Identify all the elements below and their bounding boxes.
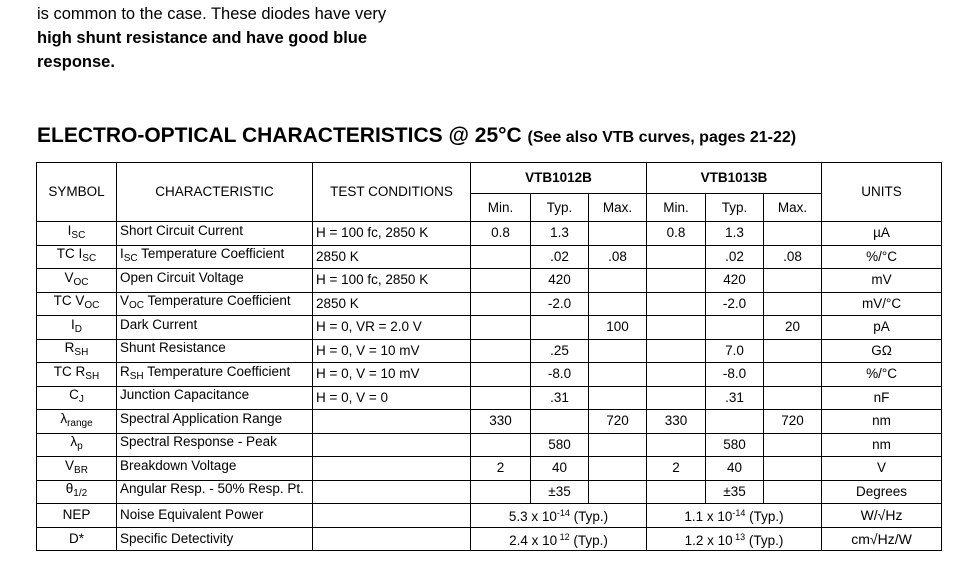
characteristic-cell — [117, 339, 313, 363]
value-cell-b-max — [764, 433, 822, 457]
table-row — [37, 316, 942, 340]
symbol-subscript: range — [67, 417, 93, 429]
characteristic-label: Temperature Coefficient — [143, 363, 291, 379]
value-cell-a-max: 720 — [589, 410, 647, 434]
table-row — [37, 410, 942, 434]
intro-paragraph — [37, 2, 387, 74]
value-cell-a-max — [589, 386, 647, 410]
value-cell-a-max — [589, 433, 647, 457]
condition-cell: H = 0, VR = 2.0 V — [313, 316, 471, 340]
units-cell: µA — [822, 222, 942, 246]
value-cell-a-min — [471, 339, 531, 363]
value-cell-a-typ: -2.0 — [531, 292, 589, 316]
value-cell-a-typ — [531, 316, 589, 340]
characteristic-label: Spectral Response - Peak — [120, 434, 277, 450]
value-cell-b-max — [764, 222, 822, 246]
units-cell: V — [822, 457, 942, 481]
table-row — [37, 222, 942, 246]
symbol-cell — [37, 245, 117, 269]
units-cell: %/°C — [822, 363, 942, 387]
value-cell-a-min — [471, 245, 531, 269]
value-cell-b-min — [647, 269, 706, 293]
value-cell-b-min: 330 — [647, 410, 706, 434]
value-cell-a-max — [589, 292, 647, 316]
value-base: 1.2 x 10 — [684, 532, 733, 548]
value-cell-a-min — [471, 386, 531, 410]
value-cell-a-min: 330 — [471, 410, 531, 434]
value-exponent: 12 — [557, 531, 570, 542]
table-row — [37, 433, 942, 457]
characteristic-prefix: I — [120, 246, 124, 262]
symbol-subscript: SH — [85, 370, 100, 382]
value-cell-a-max — [589, 480, 647, 504]
symbol-main: V — [64, 269, 74, 285]
symbol-subscript: SH — [74, 347, 89, 359]
header-group-vtb1013b: VTB1013B — [647, 163, 822, 194]
value-cell-b-min — [647, 480, 706, 504]
value-cell-vtb1013b — [647, 527, 822, 551]
characteristic-label: Breakdown Voltage — [120, 457, 237, 473]
symbol-cell — [37, 386, 117, 410]
characteristic-cell: Noise Equivalent Power — [117, 504, 313, 528]
symbol-subscript: OC — [73, 276, 89, 288]
units-cell: W/√Hz — [822, 504, 942, 528]
intro-line-1: is common to the case. These diodes have very — [37, 5, 387, 23]
value-cell-b-max: 20 — [764, 316, 822, 340]
characteristic-label: Junction Capacitance — [120, 387, 250, 403]
value-cell-b-min — [647, 433, 706, 457]
characteristic-subscript: OC — [129, 300, 145, 312]
symbol-subscript: D — [74, 323, 82, 335]
units-cell: GΩ — [822, 339, 942, 363]
heading-subtitle: (See also VTB curves, pages 21-22) — [527, 129, 797, 146]
characteristic-cell — [117, 386, 313, 410]
table-row — [37, 386, 942, 410]
value-cell-b-min — [647, 292, 706, 316]
value-cell-b-min — [647, 245, 706, 269]
value-cell-b-typ: -2.0 — [706, 292, 764, 316]
value-cell-b-typ: ±35 — [706, 480, 764, 504]
symbol-cell — [37, 316, 117, 340]
value-cell-b-min — [647, 386, 706, 410]
value-exponent: 13 — [732, 531, 746, 542]
characteristic-cell — [117, 292, 313, 316]
intro-line-2: high shunt resistance and have good blue — [37, 29, 368, 47]
value-cell-a-typ — [531, 410, 589, 434]
characteristics-table — [36, 162, 942, 551]
value-base: 1.1 x 10 — [684, 509, 733, 525]
value-cell-a-min — [471, 433, 531, 457]
symbol-subscript: SC — [71, 229, 86, 241]
value-cell-a-min — [471, 480, 531, 504]
units-cell: cm√Hz/W — [822, 527, 942, 551]
value-cell-b-typ: 580 — [706, 433, 764, 457]
value-cell-b-min: 2 — [647, 457, 706, 481]
symbol-cell — [37, 222, 117, 246]
symbol-main: R — [64, 340, 75, 356]
symbol-prefix: TC — [56, 246, 79, 262]
table-row-nep — [37, 504, 942, 528]
characteristic-label: Short Circuit Current — [120, 222, 244, 238]
symbol-cell — [37, 457, 117, 481]
characteristic-prefix: V — [120, 293, 130, 309]
condition-cell — [313, 480, 471, 504]
symbol-subscript: 1/2 — [73, 488, 88, 500]
value-cell-a-min: 0.8 — [471, 222, 531, 246]
value-cell-b-typ: 1.3 — [706, 222, 764, 246]
value-cell-a-typ: -8.0 — [531, 363, 589, 387]
value-note: (Typ.) — [745, 532, 784, 548]
table-row — [37, 480, 942, 504]
symbol-main: V — [75, 293, 85, 309]
value-cell-a-max: .08 — [589, 245, 647, 269]
symbol-subscript: OC — [84, 300, 100, 312]
units-cell: pA — [822, 316, 942, 340]
characteristic-cell — [117, 457, 313, 481]
symbol-subscript: BR — [74, 464, 88, 476]
header-max: Max. — [764, 194, 822, 222]
value-cell-a-max — [589, 457, 647, 481]
characteristic-label: Dark Current — [120, 316, 198, 332]
symbol-main: λ — [70, 434, 78, 450]
header-group-vtb1012b: VTB1012B — [471, 163, 647, 194]
value-base: 2.4 x 10 — [509, 532, 558, 548]
symbol-cell — [37, 410, 117, 434]
characteristic-label: Spectral Application Range — [120, 410, 283, 426]
value-cell-a-min — [471, 316, 531, 340]
condition-cell — [313, 410, 471, 434]
symbol-main: I — [71, 316, 75, 332]
value-cell-vtb1012b — [471, 527, 647, 551]
header-test-conditions: TEST CONDITIONS — [313, 163, 471, 222]
characteristic-prefix: R — [120, 363, 130, 379]
value-cell-a-typ: .25 — [531, 339, 589, 363]
units-cell: mV/°C — [822, 292, 942, 316]
units-cell: nm — [822, 410, 942, 434]
condition-cell: 2850 K — [313, 292, 471, 316]
condition-cell: H = 0, V = 0 — [313, 386, 471, 410]
symbol-main: R — [75, 363, 86, 379]
condition-cell: H = 0, V = 10 mV — [313, 363, 471, 387]
symbol-cell — [37, 363, 117, 387]
value-cell-b-typ: .02 — [706, 245, 764, 269]
header-characteristic: CHARACTERISTIC — [117, 163, 313, 222]
value-cell-vtb1012b — [471, 504, 647, 528]
units-cell: nm — [822, 433, 942, 457]
symbol-main: λ — [60, 410, 68, 426]
value-exponent: -14 — [732, 508, 746, 519]
condition-cell — [313, 433, 471, 457]
header-min: Min. — [647, 194, 706, 222]
symbol-subscript: J — [78, 394, 84, 406]
value-cell-b-typ — [706, 316, 764, 340]
characteristic-label: Temperature Coefficient — [144, 293, 291, 309]
value-cell-a-max — [589, 222, 647, 246]
symbol-main: V — [65, 457, 75, 473]
units-cell: mV — [822, 269, 942, 293]
value-cell-b-typ: -8.0 — [706, 363, 764, 387]
value-cell-a-typ: 420 — [531, 269, 589, 293]
symbol-cell — [37, 433, 117, 457]
value-cell-a-typ: 40 — [531, 457, 589, 481]
symbol-main: C — [69, 387, 79, 403]
value-cell-b-min — [647, 363, 706, 387]
heading-title: ELECTRO-OPTICAL CHARACTERISTICS @ 25°C — [37, 124, 522, 147]
value-cell-b-typ: .31 — [706, 386, 764, 410]
value-cell-vtb1013b — [647, 504, 822, 528]
symbol-main: I — [67, 222, 72, 238]
value-cell-b-max — [764, 480, 822, 504]
characteristic-cell — [117, 410, 313, 434]
header-typ: Typ. — [706, 194, 764, 222]
value-cell-a-typ: 1.3 — [531, 222, 589, 246]
symbol-subscript: SC — [82, 253, 97, 265]
value-base: 5.3 x 10 — [508, 509, 557, 525]
header-max: Max. — [589, 194, 647, 222]
characteristic-label: Open Circuit Voltage — [120, 269, 244, 285]
characteristic-label: Shunt Resistance — [120, 340, 226, 356]
condition-cell: H = 100 fc, 2850 K — [313, 222, 471, 246]
condition-cell: 2850 K — [313, 245, 471, 269]
value-cell-b-max — [764, 457, 822, 481]
value-cell-a-min — [471, 269, 531, 293]
characteristic-cell — [117, 363, 313, 387]
units-cell: %/°C — [822, 245, 942, 269]
value-cell-a-max — [589, 363, 647, 387]
value-cell-a-typ: .02 — [531, 245, 589, 269]
section-heading — [37, 124, 796, 148]
value-cell-b-typ: 40 — [706, 457, 764, 481]
value-cell-b-max — [764, 292, 822, 316]
value-cell-a-typ: .31 — [531, 386, 589, 410]
value-note: (Typ.) — [569, 509, 609, 525]
characteristic-cell — [117, 222, 313, 246]
characteristic-cell — [117, 245, 313, 269]
value-cell-a-min — [471, 292, 531, 316]
header-symbol: SYMBOL — [37, 163, 117, 222]
value-cell-a-max — [589, 339, 647, 363]
value-cell-a-typ: 580 — [531, 433, 589, 457]
value-note: (Typ.) — [745, 509, 784, 525]
characteristic-subscript: SH — [129, 370, 144, 382]
symbol-cell — [37, 339, 117, 363]
symbol-cell — [37, 292, 117, 316]
characteristic-subscript: SC — [123, 253, 138, 265]
value-cell-b-typ — [706, 410, 764, 434]
condition-cell: H = 0, V = 10 mV — [313, 339, 471, 363]
intro-line-3: response. — [37, 53, 115, 71]
characteristic-cell — [117, 433, 313, 457]
value-cell-b-max — [764, 386, 822, 410]
table-row — [37, 269, 942, 293]
condition-cell — [313, 457, 471, 481]
characteristic-label: Temperature Coefficient — [137, 246, 285, 262]
value-cell-a-min — [471, 363, 531, 387]
value-cell-b-max: .08 — [764, 245, 822, 269]
value-cell-b-min — [647, 316, 706, 340]
value-cell-b-typ: 7.0 — [706, 339, 764, 363]
units-cell: nF — [822, 386, 942, 410]
characteristic-cell — [117, 269, 313, 293]
condition-cell — [313, 504, 471, 528]
condition-cell — [313, 527, 471, 551]
value-cell-b-min: 0.8 — [647, 222, 706, 246]
value-cell-a-max: 100 — [589, 316, 647, 340]
table-row — [37, 339, 942, 363]
characteristic-cell: Specific Detectivity — [117, 527, 313, 551]
symbol-subscript: p — [77, 441, 83, 453]
symbol-cell — [37, 269, 117, 293]
symbol-cell — [37, 480, 117, 504]
table-row — [37, 363, 942, 387]
characteristic-label: Angular Resp. - 50% Resp. Pt. — [120, 481, 304, 497]
value-cell-a-min: 2 — [471, 457, 531, 481]
table-row — [37, 457, 942, 481]
table-row-dstar — [37, 527, 942, 551]
value-cell-b-max: 720 — [764, 410, 822, 434]
header-min: Min. — [471, 194, 531, 222]
symbol-prefix: TC — [53, 293, 76, 309]
symbol-main: I — [78, 246, 83, 262]
value-cell-b-typ: 420 — [706, 269, 764, 293]
value-cell-b-max — [764, 363, 822, 387]
symbol-cell: NEP — [37, 504, 117, 528]
characteristic-cell — [117, 480, 313, 504]
symbol-main: θ — [65, 481, 74, 497]
value-cell-b-max — [764, 339, 822, 363]
units-cell: Degrees — [822, 480, 942, 504]
symbol-cell: D* — [37, 527, 117, 551]
value-exponent: -14 — [556, 508, 570, 519]
condition-cell: H = 100 fc, 2850 K — [313, 269, 471, 293]
table-row — [37, 245, 942, 269]
value-cell-b-min — [647, 339, 706, 363]
characteristic-cell — [117, 316, 313, 340]
header-typ: Typ. — [531, 194, 589, 222]
header-units: UNITS — [822, 163, 942, 222]
value-cell-a-max — [589, 269, 647, 293]
value-cell-b-max — [764, 269, 822, 293]
value-note: (Typ.) — [569, 532, 608, 548]
value-cell-a-typ: ±35 — [531, 480, 589, 504]
symbol-prefix: TC — [53, 363, 76, 379]
table-row — [37, 292, 942, 316]
